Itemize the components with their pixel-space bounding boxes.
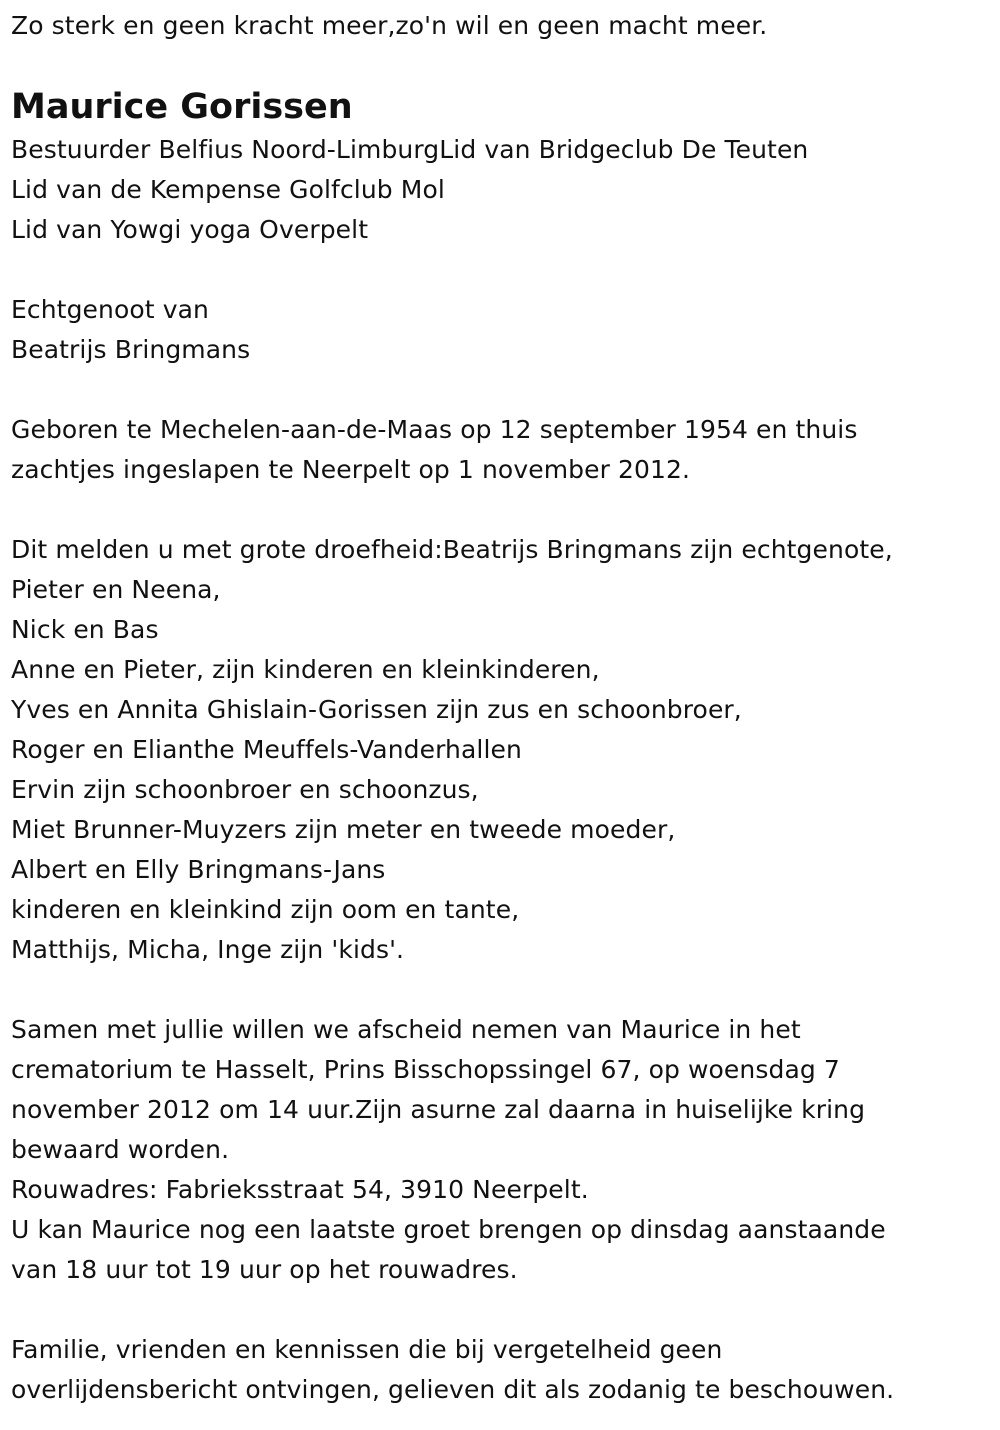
roles-block	[11, 130, 991, 250]
family-line: Pieter en Neena,	[11, 575, 221, 604]
closing-line: overlijdensbericht ontvingen, gelieven dit als zodanig te beschouwen.	[11, 1375, 895, 1404]
closing-block	[11, 1330, 991, 1410]
closing-line: Familie, vrienden en kennissen die bij vergetelheid geen	[11, 1335, 723, 1364]
family-line: Matthijs, Micha, Inge zijn 'kids'.	[11, 935, 405, 964]
ceremony-block	[11, 1010, 991, 1290]
spouse-line: Echtgenoot van	[11, 295, 209, 324]
spouse-line: Beatrijs Bringmans	[11, 335, 251, 364]
family-line: Ervin zijn schoonbroer en schoonzus,	[11, 775, 479, 804]
ceremony-line: november 2012 om 14 uur.Zijn asurne zal daarna in huiselijke kring	[11, 1095, 866, 1124]
spacer	[11, 490, 991, 530]
birth-death-line: zachtjes ingeslapen te Neerpelt op 1 november 2012.	[11, 455, 691, 484]
mourning-address-line: Rouwadres: Fabrieksstraat 54, 3910 Neerpelt.	[11, 1175, 589, 1204]
family-line: Anne en Pieter, zijn kinderen en kleinkinderen,	[11, 655, 600, 684]
family-line: Miet Brunner-Muyzers zijn meter en tweede moeder,	[11, 815, 676, 844]
motto-line: Zo sterk en geen kracht meer,zo'n wil en geen macht meer.	[11, 11, 768, 40]
family-line: Nick en Bas	[11, 615, 159, 644]
family-block	[11, 530, 991, 970]
spouse-block	[11, 290, 991, 370]
family-line: kinderen en kleinkind zijn oom en tante,	[11, 895, 520, 924]
ceremony-line: Samen met jullie willen we afscheid nemen van Maurice in het	[11, 1015, 801, 1044]
ceremony-line: bewaard worden.	[11, 1135, 230, 1164]
ceremony-line: crematorium te Hasselt, Prins Bisschopssingel 67, op woensdag 7	[11, 1055, 840, 1084]
spacer	[11, 250, 991, 290]
visitation-line: U kan Maurice nog een laatste groet brengen op dinsdag aanstaande	[11, 1215, 886, 1244]
obituary-document	[11, 6, 991, 1410]
deceased-name: Maurice Gorissen	[11, 87, 353, 127]
family-line: Roger en Elianthe Meuffels-Vanderhallen	[11, 735, 522, 764]
role-line: Lid van de Kempense Golfclub Mol	[11, 175, 445, 204]
birth-death-line: Geboren te Mechelen-aan-de-Maas op 12 september 1954 en thuis	[11, 415, 858, 444]
role-line: Lid van Yowgi yoga Overpelt	[11, 215, 369, 244]
spacer	[11, 370, 991, 410]
family-line: Albert en Elly Bringmans-Jans	[11, 855, 386, 884]
spacer	[11, 970, 991, 1010]
role-line: Bestuurder Belfius Noord-LimburgLid van Bridgeclub De Teuten	[11, 135, 809, 164]
family-line: Yves en Annita Ghislain-Gorissen zijn zus en schoonbroer,	[11, 695, 742, 724]
visitation-line: van 18 uur tot 19 uur op het rouwadres.	[11, 1255, 518, 1284]
birth-death-block	[11, 410, 991, 490]
spacer	[11, 1290, 991, 1330]
family-line: Dit melden u met grote droefheid:Beatrijs Bringmans zijn echtgenote,	[11, 535, 893, 564]
